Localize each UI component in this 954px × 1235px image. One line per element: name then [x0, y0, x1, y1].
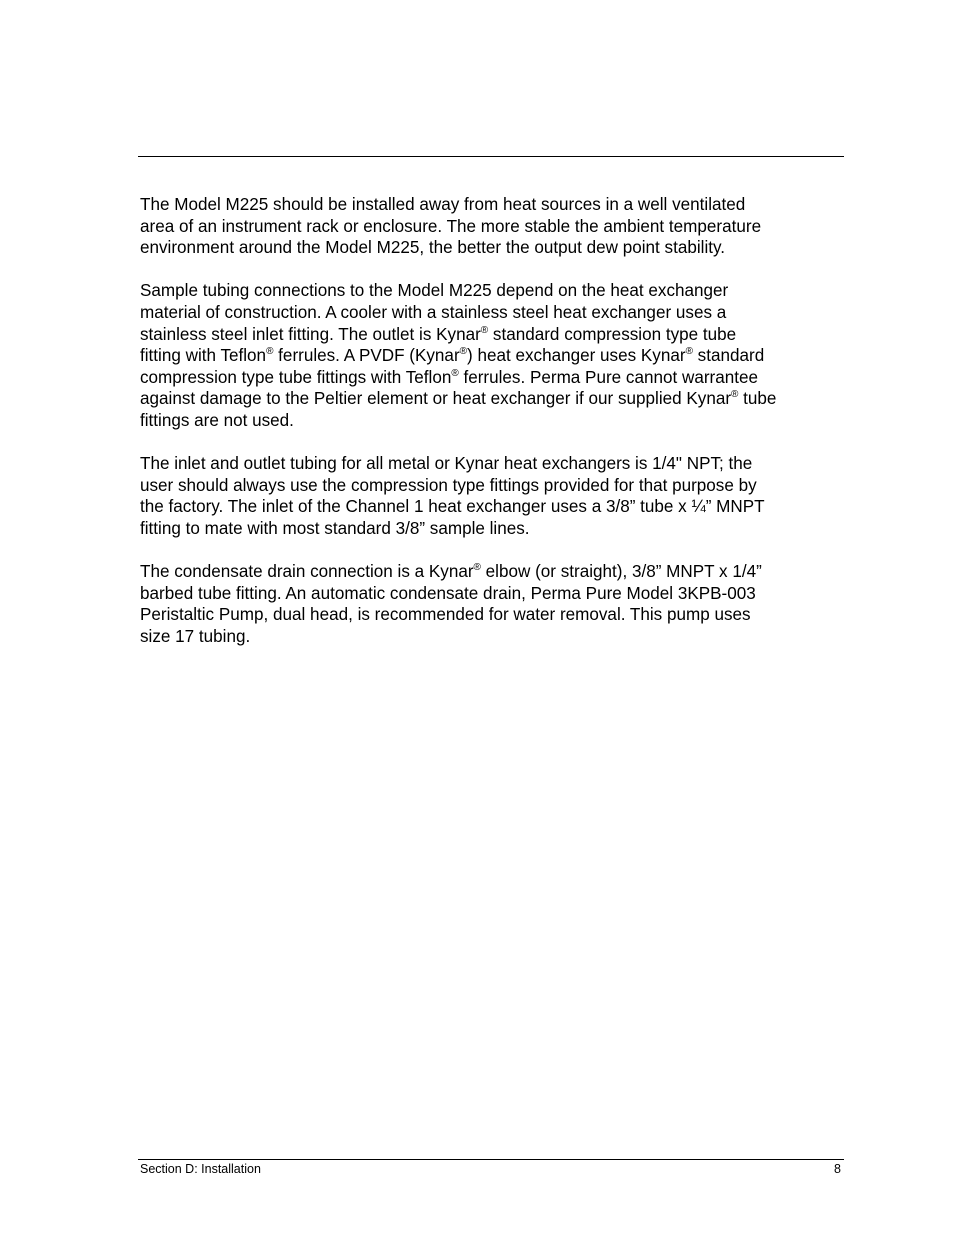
- paragraph-line: [140, 216, 852, 238]
- paragraph-line: [140, 453, 852, 475]
- paragraph-line: [140, 410, 852, 432]
- text-segment: user should always use the compression type fittings provided for that purpose by: [140, 475, 757, 495]
- paragraph-line: [140, 604, 852, 626]
- text-segment: compression type tube fittings with Teflon: [140, 367, 452, 387]
- registered-mark: ®: [451, 367, 459, 379]
- text-segment: environment around the Model M225, the better the output dew point stability.: [140, 238, 726, 258]
- registered-mark: ®: [731, 389, 739, 401]
- footer-section-title: Section D: Installation: [140, 1162, 261, 1176]
- body-paragraph: [140, 194, 852, 259]
- text-segment: stainless steel inlet fitting. The outlet is Kynar: [140, 324, 481, 344]
- header-rule: [138, 156, 844, 157]
- paragraph-line: [140, 561, 852, 583]
- registered-mark: ®: [266, 346, 274, 358]
- text-segment: The Model M225 should be installed away from heat sources in a well ventilated: [140, 195, 746, 214]
- paragraph-line: [140, 302, 852, 324]
- paragraph-line: [140, 345, 852, 367]
- text-segment: Sample tubing connections to the Model M225 depend on the heat exchanger: [140, 281, 729, 301]
- text-segment: barbed tube fitting. An automatic condensate drain, Perma Pure Model 3KPB-003: [140, 583, 756, 603]
- document-body: [140, 194, 852, 669]
- registered-mark: ®: [685, 346, 693, 358]
- text-segment: ferrules. A PVDF (Kynar: [273, 346, 460, 366]
- text-segment: fittings are not used.: [140, 410, 294, 430]
- text-segment: material of construction. A cooler with a stainless steel heat exchanger uses a: [140, 302, 727, 322]
- paragraph-line: [140, 518, 852, 540]
- body-paragraph: [140, 561, 852, 647]
- body-paragraph: [140, 280, 852, 431]
- text-segment: area of an instrument rack or enclosure. The more stable the ambient temperature: [140, 216, 762, 236]
- body-paragraph: [140, 453, 852, 539]
- text-segment: ferrules. Perma Pure cannot warrantee: [458, 367, 759, 387]
- paragraph-line: [140, 280, 852, 302]
- text-segment: The condensate drain connection is a Kynar: [140, 562, 474, 582]
- registered-mark: ®: [459, 346, 468, 358]
- text-segment: ) heat exchanger uses Kynar: [467, 346, 686, 366]
- text-segment: fitting with Teflon: [140, 346, 267, 366]
- paragraph-line: [140, 626, 852, 648]
- text-segment: elbow (or straight), 3/8” MNPT x 1/4”: [480, 562, 762, 582]
- text-segment: against damage to the Peltier element or heat exchanger if our supplied Kynar: [140, 389, 732, 409]
- paragraph-line: [140, 194, 852, 216]
- text-segment: standard: [692, 346, 765, 366]
- text-segment: tube: [738, 389, 777, 409]
- text-segment: fitting to mate with most standard 3/8” sample lines.: [140, 518, 530, 538]
- paragraph-line: [140, 496, 852, 518]
- text-segment: size 17 tubing.: [140, 626, 251, 646]
- paragraph-line: [140, 583, 852, 605]
- text-segment: Peristaltic Pump, dual head, is recommended for water removal. This pump uses: [140, 605, 751, 625]
- footer-rule: [138, 1159, 844, 1160]
- paragraph-line: [140, 388, 852, 410]
- footer-page-number: 8: [834, 1162, 841, 1176]
- paragraph-line: [140, 367, 852, 389]
- registered-mark: ®: [480, 324, 489, 336]
- paragraph-line: [140, 237, 852, 259]
- paragraph-line: [140, 324, 852, 346]
- registered-mark: ®: [473, 562, 481, 574]
- text-segment: The inlet and outlet tubing for all metal or Kynar heat exchangers is 1/4" NPT; the: [140, 454, 753, 474]
- text-segment: standard compression type tube: [488, 324, 737, 344]
- paragraph-line: [140, 475, 852, 497]
- text-segment: the factory. The inlet of the Channel 1 heat exchanger uses a 3/8” tube x ¼” MNPT: [140, 497, 765, 517]
